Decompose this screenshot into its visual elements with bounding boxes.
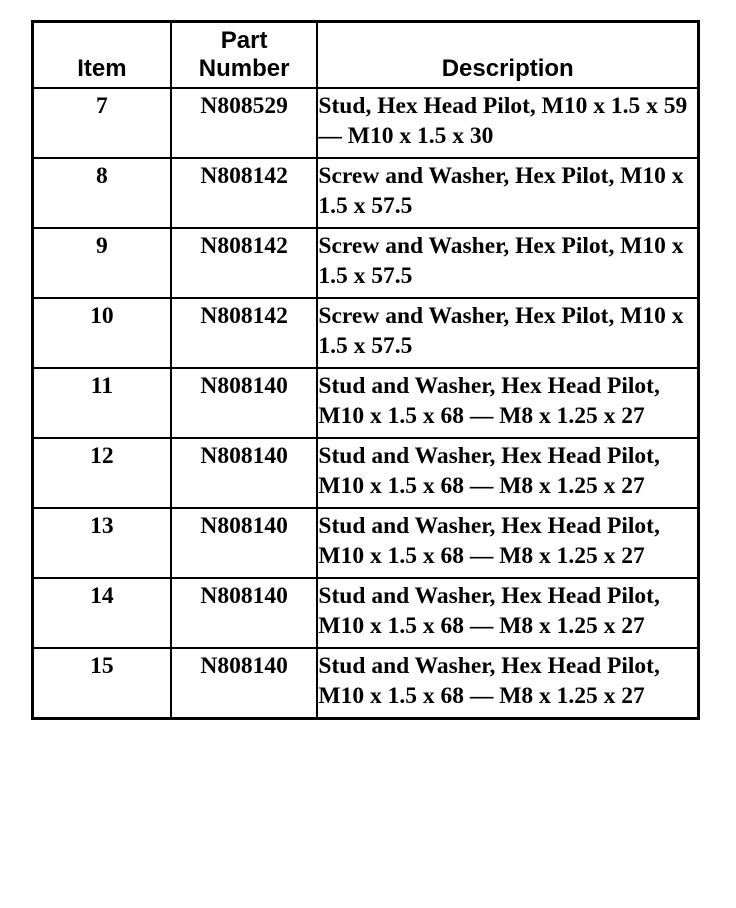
- part-number-cell: N808529: [171, 88, 318, 158]
- table-row: [33, 578, 699, 648]
- item-cell: 11: [33, 368, 171, 438]
- header-item: Item: [33, 22, 171, 88]
- header-part-number: [171, 22, 318, 88]
- description-cell: Stud and Washer, Hex Head Pilot, M10 x 1.5 x 68 — M8 x 1.25 x 27: [317, 438, 698, 508]
- item-cell: 9: [33, 228, 171, 298]
- header-part-number-line2: Number: [198, 54, 290, 82]
- description-cell: Stud and Washer, Hex Head Pilot, M10 x 1.5 x 68 — M8 x 1.25 x 27: [317, 648, 698, 719]
- description-cell: Stud and Washer, Hex Head Pilot, M10 x 1.5 x 68 — M8 x 1.25 x 27: [317, 578, 698, 648]
- description-cell: Stud, Hex Head Pilot, M10 x 1.5 x 59 — M10 x 1.5 x 30: [317, 88, 698, 158]
- part-number-cell: N808140: [171, 578, 318, 648]
- table-row: [33, 158, 699, 228]
- part-number-cell: N808140: [171, 508, 318, 578]
- part-number-cell: N808140: [171, 438, 318, 508]
- description-cell: Stud and Washer, Hex Head Pilot, M10 x 1.5 x 68 — M8 x 1.25 x 27: [317, 508, 698, 578]
- description-cell: Screw and Washer, Hex Pilot, M10 x 1.5 x 57.5: [317, 298, 698, 368]
- item-cell: 10: [33, 298, 171, 368]
- table-row: [33, 368, 699, 438]
- item-cell: 8: [33, 158, 171, 228]
- item-cell: 7: [33, 88, 171, 158]
- part-number-cell: N808140: [171, 648, 318, 719]
- table-row: [33, 228, 699, 298]
- part-number-cell: N808140: [171, 368, 318, 438]
- part-number-cell: N808142: [171, 228, 318, 298]
- description-cell: Stud and Washer, Hex Head Pilot, M10 x 1.5 x 68 — M8 x 1.25 x 27: [317, 368, 698, 438]
- part-number-cell: N808142: [171, 158, 318, 228]
- header-row: [33, 22, 699, 88]
- table-row: [33, 648, 699, 719]
- description-cell: Screw and Washer, Hex Pilot, M10 x 1.5 x 57.5: [317, 228, 698, 298]
- header-description: Description: [317, 22, 698, 88]
- item-cell: 15: [33, 648, 171, 719]
- item-cell: 12: [33, 438, 171, 508]
- table-row: [33, 438, 699, 508]
- table-header: [33, 22, 699, 88]
- item-cell: 13: [33, 508, 171, 578]
- item-cell: 14: [33, 578, 171, 648]
- description-cell: Screw and Washer, Hex Pilot, M10 x 1.5 x 57.5: [317, 158, 698, 228]
- table-row: [33, 298, 699, 368]
- parts-table: [31, 20, 700, 720]
- header-part-number-line1: Part: [220, 26, 268, 54]
- table-body: [33, 88, 699, 719]
- table-row: [33, 508, 699, 578]
- part-number-cell: N808142: [171, 298, 318, 368]
- table-row: [33, 88, 699, 158]
